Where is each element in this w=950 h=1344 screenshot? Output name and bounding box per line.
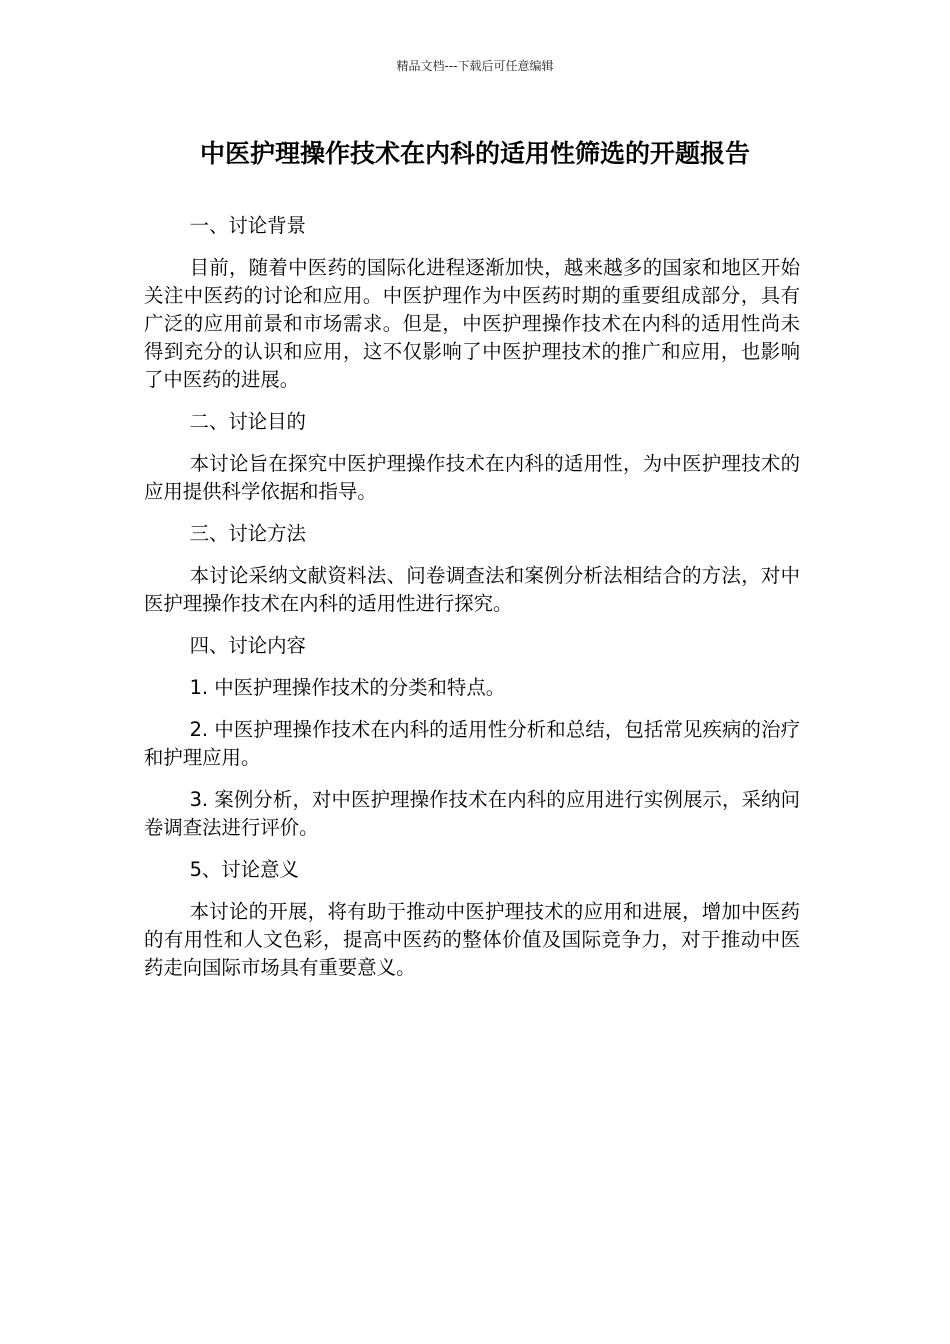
section-heading-method: 三、讨论方法 — [189, 522, 306, 545]
document-title: 中医护理操作技术在内科的适用性筛选的开题报告 — [199, 139, 750, 168]
section-heading-significance: 5、讨论意义 — [189, 858, 299, 881]
list-item-content-1: 1. 中医护理操作技术的分类和特点。 — [189, 676, 506, 699]
section-heading-background: 一、讨论背景 — [189, 214, 306, 237]
header-note: 精品文档---下载后可任意编辑 — [396, 59, 554, 73]
paragraph-background: 目前，随着中医药的国际化进程逐渐加快，越来越多的国家和地区开始关注中医药的讨论和应用。中医护理作为中医药时期的重要组成部分，具有广泛的应用前景和市场需求。但是，中医护理操作技术在内科的适用性尚未得到充分的认识和应用，这不仅影响了中医护理技术的推广和应用，也影响了中医药的进展。 — [144, 256, 800, 391]
list-item-content-2: 2. 中医护理操作技术在内科的适用性分析和总结，包括常见疾病的治疗和护理应用。 — [144, 718, 800, 769]
paragraph-purpose: 本讨论旨在探究中医护理操作技术在内科的适用性，为中医护理技术的应用提供科学依据和指导。 — [144, 452, 800, 503]
list-item-content-3: 3. 案例分析，对中医护理操作技术在内科的应用进行实例展示，采纳问卷调查法进行评价。 — [144, 788, 800, 839]
section-heading-purpose: 二、讨论目的 — [189, 410, 306, 433]
paragraph-significance: 本讨论的开展，将有助于推动中医护理技术的应用和进展，增加中医药的有用性和人文色彩，提高中医药的整体价值及国际竞争力，对于推动中医药走向国际市场具有重要意义。 — [144, 900, 800, 979]
paragraph-method: 本讨论采纳文献资料法、问卷调查法和案例分析法相结合的方法，对中医护理操作技术在内科的适用性进行探究。 — [144, 564, 800, 615]
document-body — [144, 212, 800, 996]
section-heading-content: 四、讨论内容 — [189, 634, 306, 657]
